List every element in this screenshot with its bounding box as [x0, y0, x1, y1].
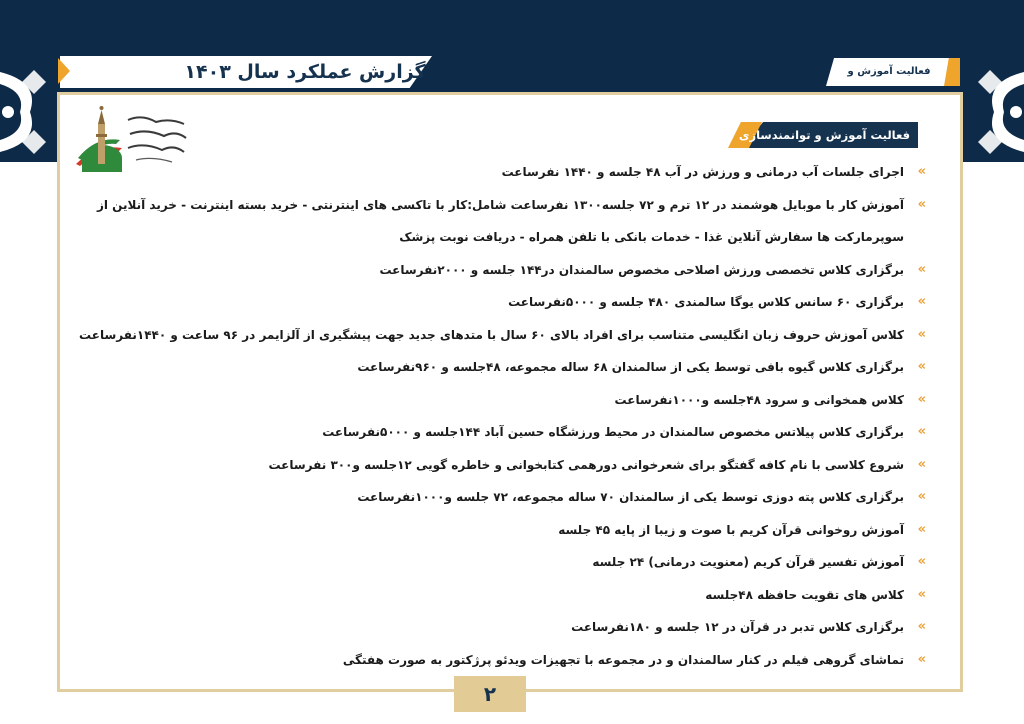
- bullet-icon: »: [917, 359, 926, 374]
- item-text: برگزاری کلاس گیوه بافی توسط یکی از سالمندان ۶۸ ساله مجموعه، ۴۸جلسه و ۹۶۰نفرساعت: [357, 360, 904, 374]
- activity-list: [76, 156, 926, 676]
- list-item: [76, 254, 926, 287]
- list-item: [76, 644, 926, 677]
- right-ornament-icon: [962, 62, 1024, 162]
- bullet-icon: »: [917, 489, 926, 504]
- bullet-icon: »: [917, 294, 926, 309]
- list-item: [76, 286, 926, 319]
- item-text: شروع کلاسی با نام کافه گفتگو برای شعرخوانی دورهمی کتابخوانی و خاطره گویی ۱۲جلسه و۳۰۰ نفرساعت: [268, 457, 904, 472]
- bullet-icon: »: [917, 326, 926, 342]
- item-text: برگزاری ۶۰ سانس کلاس یوگا سالمندی ۴۸۰ جلسه و ۵۰۰۰نفرساعت: [508, 295, 904, 309]
- bullet-icon: »: [917, 391, 926, 407]
- bullet-icon: »: [917, 554, 926, 569]
- item-text: کلاس های تقویت حافظه ۴۸جلسه: [705, 587, 904, 602]
- bullet-icon: »: [917, 586, 926, 602]
- report-title: گزارش عملکرد سال ۱۴۰۳: [184, 61, 426, 83]
- list-item: [76, 579, 926, 612]
- list-item: [76, 546, 926, 579]
- list-item: [76, 481, 926, 514]
- left-ornament-icon: [0, 62, 62, 162]
- list-item: [76, 156, 926, 189]
- list-item: [76, 416, 926, 449]
- list-item: [76, 449, 926, 482]
- bullet-icon: »: [917, 456, 926, 472]
- list-item: [76, 351, 926, 384]
- item-text: برگزاری کلاس پته دوزی توسط یکی از سالمندان ۷۰ ساله مجموعه، ۷۲ جلسه و۱۰۰۰نفرساعت: [357, 490, 904, 504]
- item-text: برگزاری کلاس تدبر در قرآن در ۱۲ جلسه و ۱۸۰نفرساعت: [571, 620, 904, 634]
- section-title: فعالیت آموزش و توانمندسازی: [738, 128, 910, 142]
- item-text: آموزش کار با موبایل هوشمند در ۱۲ ترم و ۷۲ جلسه۱۳۰۰ نفرساعت شامل:کار با تاکسی های اینترنتی - خرید بسته اینترنت - خرید آنلاین از سوپرمارکت ها سفارش آنلاین غذا - خدمات بانکی با تلفن همراه - دریافت نوبت پزشک: [96, 197, 904, 244]
- item-text: کلاس آموزش حروف زبان انگلیسی متناسب برای افراد بالای ۶۰ سال با متدهای جدید جهت پیشگیری از آلزایمر در ۹۶ ساعت و ۱۴۴۰نفرساعت: [79, 327, 904, 342]
- section-header: [728, 122, 918, 148]
- list-item: [76, 611, 926, 644]
- list-item: [76, 514, 926, 547]
- item-text: آموزش روخوانی قرآن کریم با صوت و زیبا از پایه ۴۵ جلسه: [558, 522, 904, 537]
- section-tag-label: فعالیت آموزش و: [847, 66, 931, 77]
- bullet-icon: »: [917, 261, 926, 277]
- item-text: آموزش تفسیر قرآن کریم (معنویت درمانی) ۲۴ جلسه: [592, 555, 904, 569]
- bullet-icon: »: [917, 196, 926, 212]
- page-number: ۲: [483, 682, 497, 706]
- item-text: اجرای جلسات آب درمانی و ورزش در آب ۴۸ جلسه و ۱۴۴۰ نفرساعت: [501, 165, 904, 179]
- bullet-icon: »: [917, 651, 926, 667]
- item-text: برگزاری کلاس پیلاتس مخصوص سالمندان در محیط ورزشگاه حسین آباد ۱۴۴جلسه و ۵۰۰۰نفرساعت: [322, 425, 904, 439]
- bullet-icon: »: [917, 619, 926, 634]
- list-item: [76, 189, 926, 254]
- item-text: کلاس همخوانی و سرود ۴۸جلسه و۱۰۰۰نفرساعت: [614, 392, 904, 407]
- bullet-icon: »: [917, 164, 926, 179]
- list-item: [76, 384, 926, 417]
- item-text: برگزاری کلاس تخصصی ورزش اصلاحی مخصوص سالمندان در۱۴۴ جلسه و ۲۰۰۰نفرساعت: [379, 262, 904, 277]
- item-text: تماشای گروهی فیلم در کنار سالمندان و در مجموعه با تجهیزات ویدئو پرژکتور به صورت هفتگی: [342, 652, 904, 667]
- bullet-icon: »: [917, 424, 926, 439]
- list-item: [76, 319, 926, 352]
- bullet-icon: »: [917, 521, 926, 537]
